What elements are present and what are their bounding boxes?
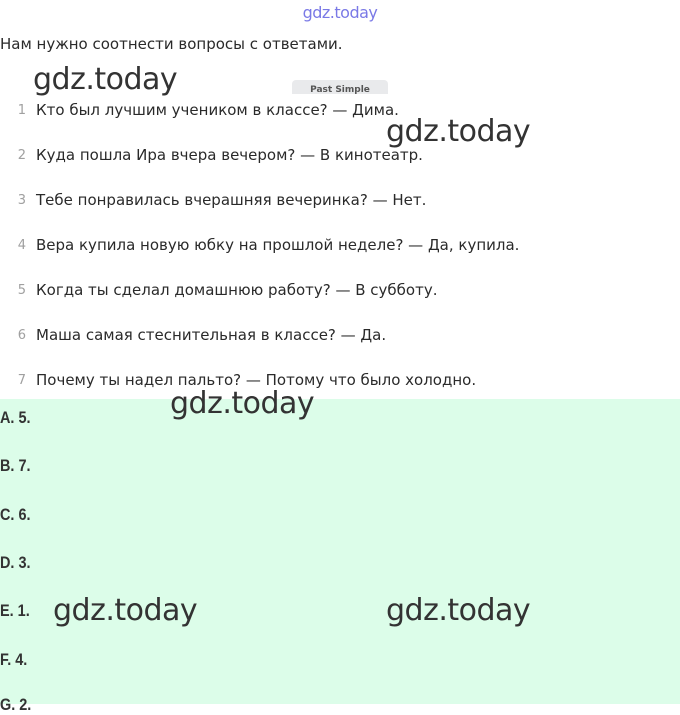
question-number: 1 (17, 103, 26, 118)
question-text: Куда пошла Ира вчера вечером? — В кинотеатр. (36, 146, 423, 164)
question-row (0, 146, 680, 191)
question-number: 4 (17, 238, 26, 253)
question-number: 3 (17, 193, 26, 208)
question-row (0, 101, 680, 146)
intro-text: Нам нужно соотнести вопросы с ответами. (0, 35, 343, 53)
question-text: Маша самая стеснительная в классе? — Да. (36, 326, 387, 344)
question-row (0, 326, 680, 371)
watermark: gdz.today (53, 593, 198, 628)
question-text: Вера купила новую юбку на прошлой неделе? — Да, купила. (36, 236, 520, 254)
question-row (0, 191, 680, 236)
question-row (0, 281, 680, 326)
question-list (0, 101, 680, 416)
answer-item: F. 4. (0, 650, 28, 669)
watermark: gdz.today (33, 62, 178, 97)
answer-item: B. 7. (0, 456, 31, 475)
watermark: gdz.today (386, 593, 531, 628)
question-number: 2 (17, 148, 26, 163)
question-number: 7 (17, 373, 26, 388)
watermark: gdz.today (386, 114, 531, 149)
question-number: 6 (17, 328, 26, 343)
watermark: gdz.today (170, 386, 315, 421)
site-logo[interactable]: gdz.today (302, 3, 378, 22)
answer-item: G. 2. (0, 695, 32, 714)
question-text: Почему ты надел пальто? — Потому что было холодно. (36, 371, 477, 389)
answer-item: D. 3. (0, 553, 31, 572)
answer-item: A. 5. (0, 408, 31, 427)
question-text: Кто был лучшим учеником в классе? — Дима. (36, 101, 399, 119)
question-text: Тебе понравилась вчерашняя вечеринка? — Нет. (36, 191, 427, 209)
answer-item: C. 6. (0, 505, 31, 524)
question-number: 5 (17, 283, 26, 298)
grammar-tag: Past Simple (292, 80, 388, 94)
question-text: Когда ты сделал домашнюю работу? — В субботу. (36, 281, 438, 299)
question-row (0, 236, 680, 281)
answer-block (0, 399, 680, 714)
answer-item: E. 1. (0, 601, 30, 620)
